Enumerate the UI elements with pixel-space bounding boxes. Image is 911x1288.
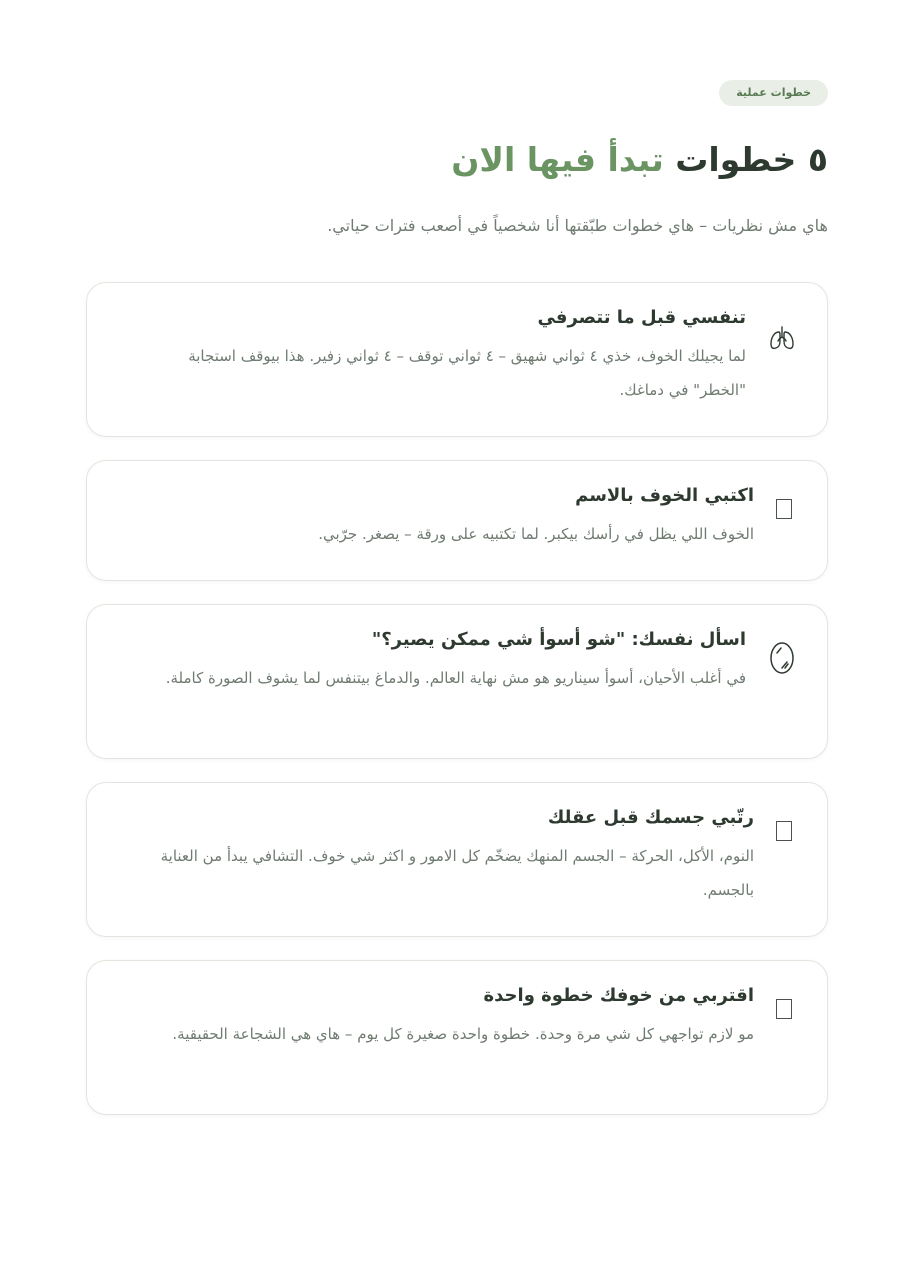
step-description: الخوف اللي يظل في رأسك بيكبر. لما تكتبيه على ورقة – يصغر. جرّبي. (318, 525, 754, 543)
step-title: رتّبي جسمك قبل عقلك (547, 807, 754, 828)
title-accent: تبدأ فيها الان (451, 140, 664, 179)
step-title: اقتربي من خوفك خطوة واحدة (483, 985, 754, 1006)
missing-glyph-icon (769, 816, 799, 846)
step-description: لما يجيلك الخوف، خذي ٤ ثواني شهيق – ٤ ثواني توقف – ٤ ثواني زفير. هذا بيوقف استجابة "الخطر" في دماغك. (188, 347, 746, 399)
step-card-approach-fear (86, 960, 828, 1115)
step-description: في أغلب الأحيان، أسوأ سيناريو هو مش نهاية العالم. والدماغ بيتنفس لما يشوف الصورة كاملة. (165, 669, 746, 687)
step-card-body-first (86, 782, 828, 937)
lungs-icon (767, 323, 797, 353)
step-title: اسأل نفسك: "شو أسوأ شي ممكن يصير؟" (371, 629, 746, 650)
step-card-breathe (86, 282, 828, 437)
step-title: تنفسي قبل ما تتصرفي (537, 307, 746, 328)
title-prefix: ٥ خطوات (675, 140, 828, 179)
step-card-write-fear (86, 460, 828, 581)
section-badge: خطوات عملية (719, 80, 828, 106)
mirror-icon (767, 643, 797, 673)
missing-glyph-icon (769, 494, 799, 524)
step-description: مو لازم تواجهي كل شي مرة وحدة. خطوة واحدة صغيرة كل يوم – هاي هي الشجاعة الحقيقية. (172, 1025, 754, 1043)
step-description: النوم، الأكل، الحركة – الجسم المنهك يضخّم كل الامور و اكثر شي خوف. التشافي يبدأ من العناية بالجسم. (160, 847, 754, 899)
step-card-worst-case (86, 604, 828, 759)
missing-glyph-icon (769, 994, 799, 1024)
step-title: اكتبي الخوف بالاسم (575, 485, 754, 506)
section-title (451, 138, 828, 182)
section-intro: هاي مش نظريات – هاي خطوات طبّقتها أنا شخصياً في أصعب فترات حياتي. (327, 216, 828, 235)
